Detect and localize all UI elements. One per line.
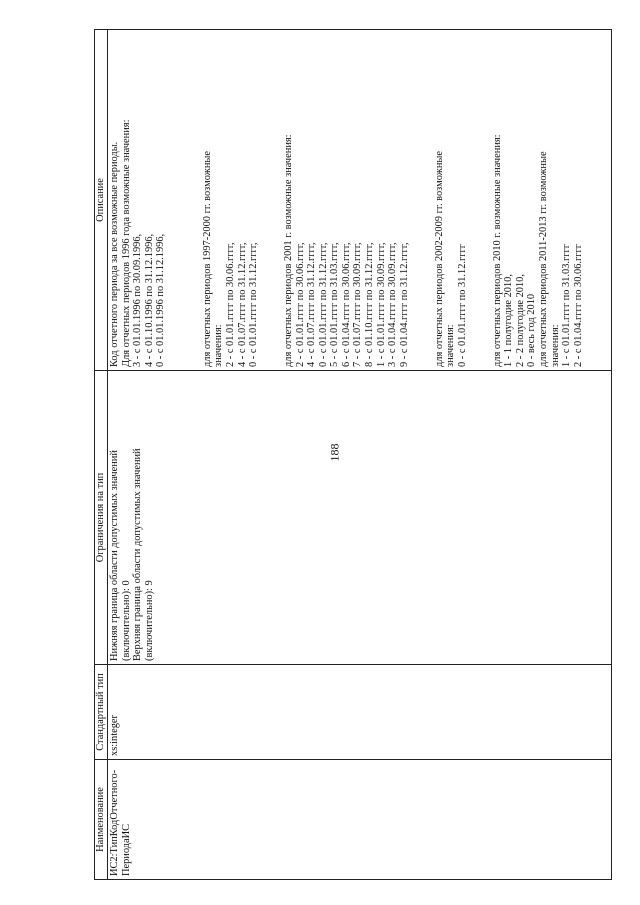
description-line: 2 - с 01.01.гггг по 30.06.гггг, bbox=[294, 242, 306, 367]
table-row bbox=[108, 30, 612, 880]
description-line: 6 - с 01.04.гггг по 30.06.гггг, bbox=[340, 242, 352, 367]
blank-line bbox=[260, 33, 272, 367]
cell-restrictions bbox=[108, 371, 612, 665]
description-line: для отчетных периодов 2010 г. возможные значения: bbox=[491, 134, 503, 367]
description-line: 4 - с 01.10.1996 по 31.12.1996, bbox=[143, 233, 155, 367]
blank-line bbox=[480, 33, 492, 367]
header-type-restrictions: Ограничения на тип bbox=[95, 371, 108, 665]
restriction-line: Нижняя граница области допустимых значений bbox=[109, 450, 120, 661]
type-value: xs:integer bbox=[109, 715, 120, 756]
description-line: 5 - с 01.01.гггг по 31.03.гггг, bbox=[329, 242, 341, 367]
description-line: для отчетных периодов 2002-2009 гг. возможные bbox=[433, 151, 445, 367]
description-line: 0 - с 01.01.гггг по 31.12.гггг, bbox=[317, 242, 329, 367]
description-line: Для отчетных периодов 1996 года возможные значения: bbox=[120, 119, 132, 367]
name-line: ПериодаИС bbox=[120, 823, 132, 876]
table-header-row bbox=[95, 30, 108, 880]
header-standard-type: Стандартный тип bbox=[95, 665, 108, 760]
blank-line bbox=[179, 33, 191, 367]
description-line: значения: bbox=[549, 324, 561, 367]
page-number: 188 bbox=[327, 443, 342, 462]
description-line: 1 - 1 полугодие 2010, bbox=[503, 274, 515, 367]
blank-line bbox=[468, 33, 480, 367]
description-line: 2 - 2 полугодие 2010, bbox=[514, 274, 526, 367]
description-line: 1 - с 01.01.гггг по 31.03.гггг bbox=[561, 243, 573, 367]
description-line: для отчетных периодов 2001 г. возможные значения: bbox=[282, 134, 294, 367]
description-line: 0 - с 01.01.гггг по 31.12.гггг bbox=[456, 243, 468, 367]
description-line: 4 - с 01.07.гггг по 31.12.гггг, bbox=[236, 242, 248, 367]
description-line: 1 - с 01.01.гггг по 30.09.гггг, bbox=[375, 242, 387, 367]
description-line: 2 - с 01.04.гггг по 30.06.гггг bbox=[572, 243, 584, 367]
cell-standard-type bbox=[108, 665, 612, 760]
description-line: Код отчетного периода за все возможные периоды. bbox=[109, 141, 120, 367]
description-line: для отчетных периодов 2011-2013 гг. возможные bbox=[537, 151, 549, 367]
description-line: 0 - с 01.01.1996 по 31.12.1996, bbox=[155, 233, 167, 367]
cell-name bbox=[108, 760, 612, 880]
description-line: 7 - с 01.07.гггг по 30.09.гггг, bbox=[352, 242, 364, 367]
restriction-line: Верхняя граница области допустимых значений bbox=[132, 448, 144, 661]
description-line: 4 - с 01.07.гггг по 31.12.гггг, bbox=[306, 242, 318, 367]
blank-line bbox=[410, 33, 422, 367]
description-line: значения: bbox=[213, 324, 225, 367]
blank-line bbox=[271, 33, 283, 367]
blank-line bbox=[167, 33, 179, 367]
header-description: Описание bbox=[95, 30, 108, 371]
description-line: 0 - с 01.01.гггг по 31.12.гггг, bbox=[248, 242, 260, 367]
header-name: Наименование bbox=[95, 760, 108, 880]
name-line: ИС2:ТипКодОтчетного- bbox=[109, 769, 120, 876]
description-line: значения: bbox=[445, 324, 457, 367]
description-line: 8 - с 01.10.гггг по 31.12.гггг, bbox=[364, 242, 376, 367]
cell-description bbox=[108, 30, 612, 371]
description-line: 9 - с 01.04.гггг по 31.12.гггг, bbox=[398, 242, 410, 367]
description-line: 3 - с 01.01.1996 по 30.09.1996, bbox=[132, 233, 144, 367]
restriction-line: (включительно): 9 bbox=[143, 580, 155, 661]
type-description-table bbox=[94, 29, 612, 880]
blank-line bbox=[190, 33, 202, 367]
description-line: для отчетных периодов 1997-2000 гг. возможные bbox=[201, 151, 213, 367]
blank-line bbox=[422, 33, 434, 367]
description-line: 0 - весь год 2010 bbox=[526, 293, 538, 367]
restriction-line: (включительно): 0 bbox=[120, 580, 132, 661]
rotated-table-sheet bbox=[94, 30, 612, 880]
description-line: 3 - с 01.04.гггг по 30.09.гггг, bbox=[387, 242, 399, 367]
description-line: 2 - с 01.01.гггг по 30.06.гггг, bbox=[224, 242, 236, 367]
